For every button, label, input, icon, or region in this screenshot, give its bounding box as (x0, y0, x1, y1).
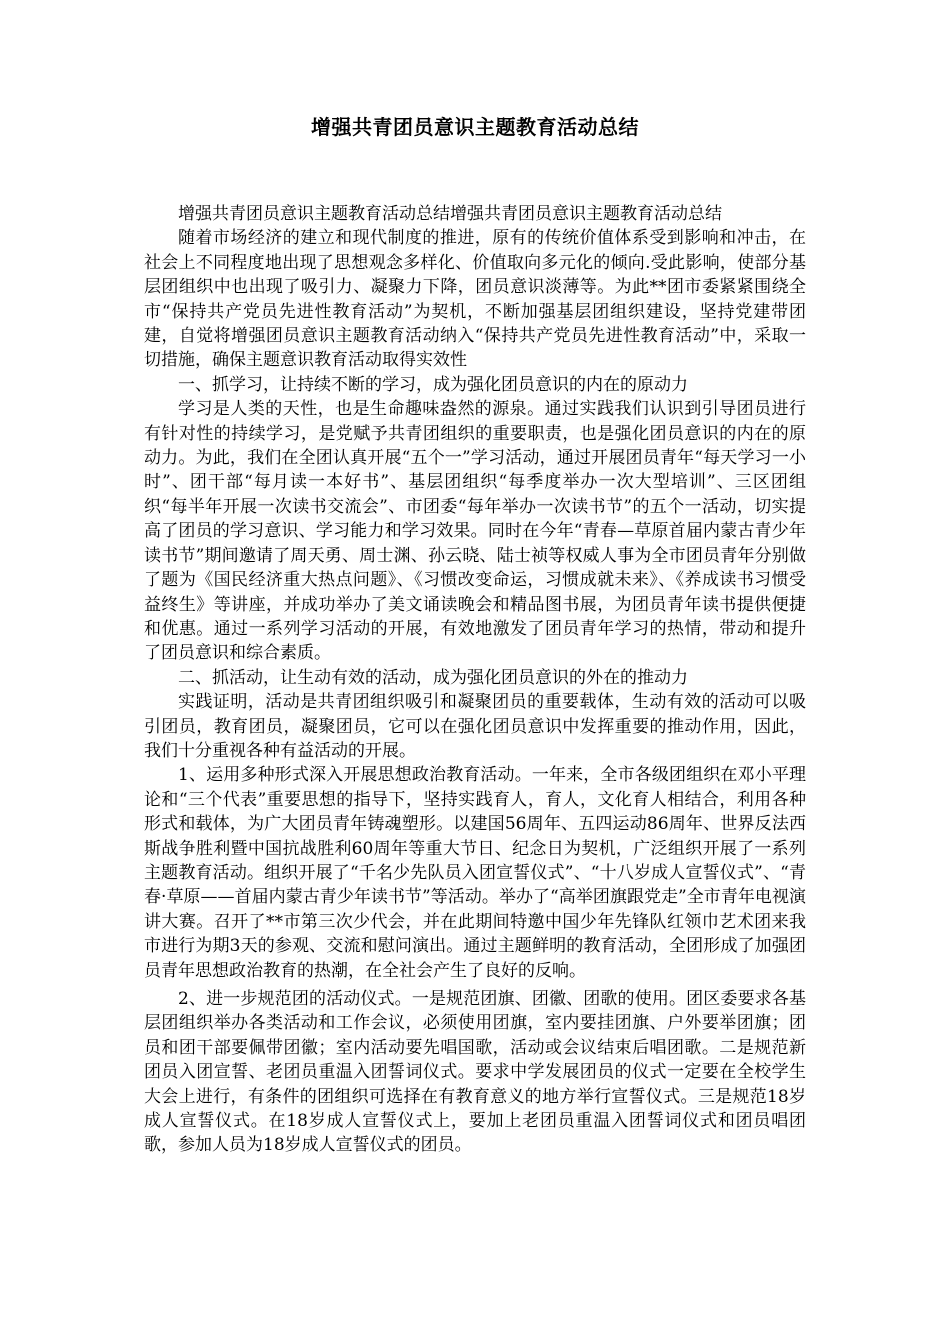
paragraph-background: 随着市场经济的建立和现代制度的推进，原有的传统价值体系受到影响和冲击，在社会上不同程度地出现了思想观念多样化、价值取向多元化的倾向.受此影响，使部分基层团组织中也出现了吸引力、凝聚力下降，团员意识淡薄等。为此**团市委紧紧围绕全市“保持共产党员先进性教育活动”为契机，不断加强基层团组织建设，坚持党建带团建，自觉将增强团员意识主题教育活动纳入“保持共产党员先进性教育活动”中，采取一切措施，确保主题意识教育活动取得实效性 (144, 228, 806, 371)
document-title: 增强共青团员意识主题教育活动总结 (311, 115, 639, 139)
paragraph-study: 学习是人类的天性，也是生命趣味盎然的源泉。通过实践我们认识到引导团员进行有针对性的持续学习，是党赋予共青团组织的重要职责，也是强化团员意识的内在的原动力。为此，我们在全团认真开展“五个一”学习活动，通过开展团员青年“每天学习一小时”、团干部“每月读一本好书”、基层团组织“每季度举办一次大型培训”、三区团组织“每半年开展一次读书交流会”、市团委“每年举办一次读书节”的五个一活动，切实提高了团员的学习意识、学习能力和学习效果。同时在今年“青春—草原首届内蒙古青少年读书节”期间邀请了周天勇、周士渊、孙云晓、陆士祯等权威人事为全市团员青年分别做了题为《国民经济重大热点问题》、《习惯改变命运，习惯成就未来》、《养成读书习惯受益终生》等讲座，并成功举办了美文诵读晚会和精品图书展，为团员青年读书提供便捷和优惠。通过一系列学习活动的开展，有效地激发了团员青年学习的热情，带动和提升了团员意识和综合素质。 (144, 399, 806, 664)
section-heading-activities: 二、抓活动，让生动有效的活动，成为强化团员意识的外在的推动力 (178, 667, 688, 688)
paragraph-activities-item-1: 1、运用多种形式深入开展思想政治教育活动。一年来，全市各级团组织在邓小平理论和“三个代表”重要思想的指导下，坚持实践育人，育人，文化育人相结合，利用各种形式和载体，为广大团员青年铸魂塑形。以建国56周年、五四运动86周年、世界反法西斯战争胜利暨中国抗战胜利60周年等重大节日、纪念日为契机，广泛组织开展了一系列主题教育活动。组织开展了“千名少先队员入团宣誓仪式”、“十八岁成人宣誓仪式”、“青春·草原——首届内蒙古青少年读书节”等活动。举办了“高举团旗跟党走”全市青年电视演讲大赛。召开了**市第三次少代会，并在此期间特邀中国少年先锋队红领巾艺术团来我市进行为期3天的参观、交流和慰问演出。通过主题鲜明的教育活动，全团形成了加强团员青年思想政治教育的热潮，在全社会产生了良好的反响。 (144, 765, 806, 981)
paragraph-activities-item-2: 2、进一步规范团的活动仪式。一是规范团旗、团徽、团歌的使用。团区委要求各基层团组织举办各类活动和工作会议，必须使用团旗，室内要挂团旗、户外要举团旗；团员和团干部要佩带团徽；室内活动要先唱国歌，活动或会议结束后唱团歌。二是规范新团员入团宣誓、老团员重温入团誓词仪式。要求中学发展团员的仪式一定要在全校学生大会上进行，有条件的团组织可选择在有教育意义的地方举行宣誓仪式。三是规范18岁成人宣誓仪式。在18岁成人宣誓仪式上，要加上老团员重温入团誓词仪式和团员唱团歌，参加人员为18岁成人宣誓仪式的团员。 (144, 989, 806, 1156)
document-page (144, 112, 806, 1158)
paragraph-activities-intro: 实践证明，活动是共青团组织吸引和凝聚团员的重要载体，生动有效的活动可以吸引团员，教育团员，凝聚团员，它可以在强化团员意识中发挥重要的推动作用，因此，我们十分重视各种有益活动的开展。 (144, 692, 806, 761)
section-heading-study: 一、抓学习，让持续不断的学习，成为强化团员意识的内在的原动力 (178, 374, 688, 395)
paragraph-intro-heading: 增强共青团员意识主题教育活动总结增强共青团员意识主题教育活动总结 (178, 204, 722, 224)
